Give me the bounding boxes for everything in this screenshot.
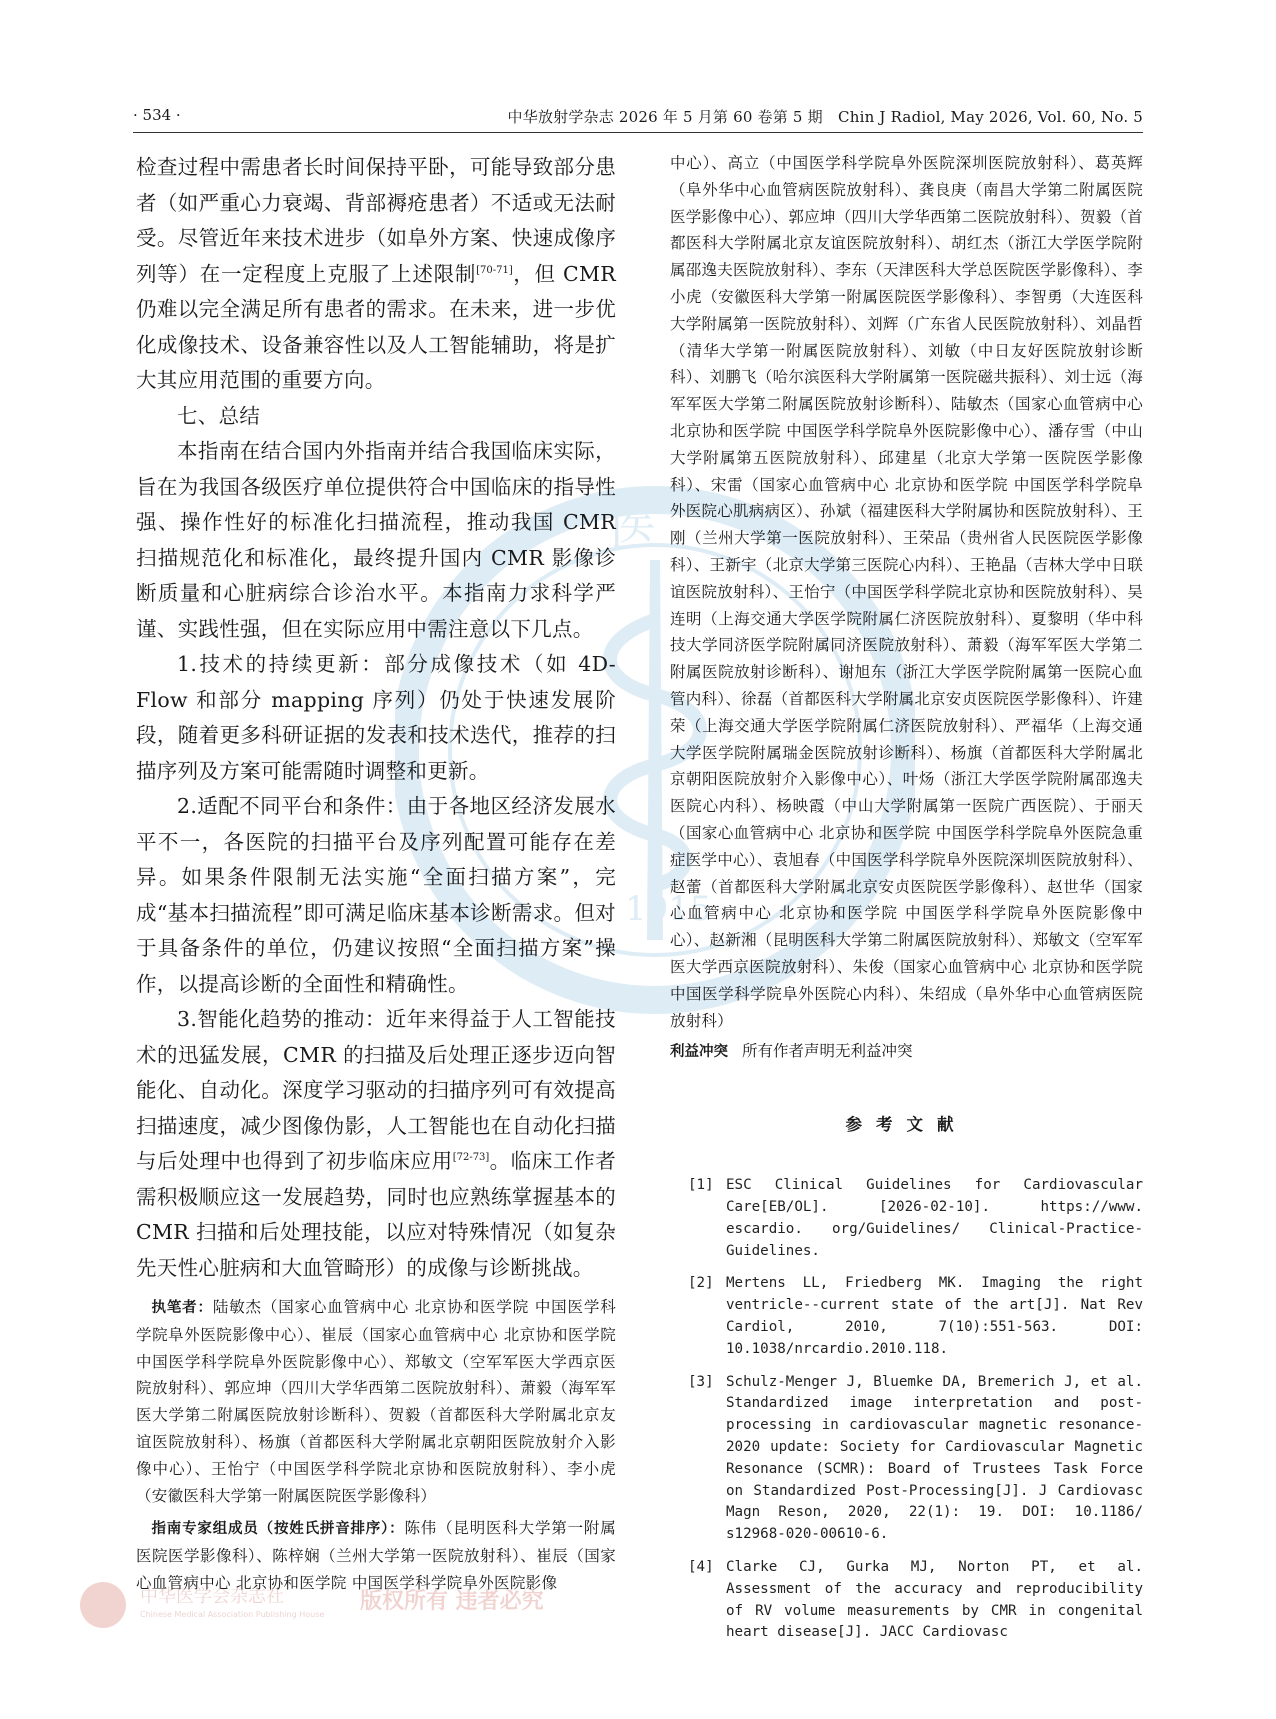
paragraph-continued: 检查过程中需患者长时间保持平卧，可能导致部分患者（如严重心力衰竭、背部褥疮患者）不适或无法耐受。尽管近年来技术进步（如阜外方案、快速成像序列等）在一定程度上克服了上述限制[70-71]，但 CMR 仍难以完全满足所有患者的需求。在未来，进一步优化成像技术、设备兼容性以及人工智能辅助，将是扩大其应用范围的重要方向。 (136, 155, 616, 392)
experts-label: 指南专家组成员（按姓氏拼音排序）： (151, 1521, 405, 1538)
publisher-watermark (60, 1580, 580, 1640)
summary-paragraph: 本指南在结合国内外指南并结合我国临床实际，旨在为我国各级医疗单位提供符合中国临床的指导性强、操作性好的标准化扫描流程，推动我国 CMR 扫描规范化和标准化，最终提升国内 CMR 影像诊断质量和心脏病综合诊治水平。本指南力求科学严谨、实践性强，但在实际应用中需注意以下几点。 (136, 439, 616, 641)
point-1: 1.技术的持续更新：部分成像技术（如 4D-Flow 和部分 mapping 序列）仍处于快速发展阶段，随着更多科研证据的发表和技术迭代，推荐的扫描序列及方案可能需随时调整和更新。 (136, 652, 616, 783)
reference-number: [2] (688, 1275, 714, 1292)
references-heading: 参考文献 (845, 1115, 968, 1135)
reference-text: Mertens LL, Friedberg MK. Imaging the right ventricle--current state of the art[J]. Nat Rev Cardiol, 2010, 7(10):551-563. DOI: 10.1038/nrcardio.2010.118. (726, 1275, 1143, 1357)
conflict-label: 利益冲突 (670, 1044, 728, 1061)
right-column (670, 150, 1143, 1655)
reference-item (670, 1372, 1143, 1546)
experts-list-start: 指南专家组成员（按姓氏拼音排序）：陈伟（昆明医科大学第一附属医院医学影像科）、陈梓娴（兰州大学第一医院放射科）、崔辰（国家心血管病中心 北京协和医学院 中国医学科学院阜外医院影像 (136, 1519, 616, 1592)
writers-label: 执笔者： (151, 1300, 213, 1316)
conflict-text: 所有作者声明无利益冲突 (742, 1042, 913, 1061)
writers-list: 执笔者：陆敏杰（国家心血管病中心 北京协和医学院 中国医学科学院阜外医院影像中心）、崔辰（国家心血管病中心 北京协和医学院 中国医学科学院阜外医院影像中心）、郑敏文（空军军医大学西京医院放射科）、郭应坤（四川大学华西第二医院放射科）、萧毅（海军军医大学第二附属医院放射诊断科）、贺毅（首都医科大学附属北京友谊医院放射科）、杨旗（首都医科大学附属北京朝阳医院放射介入影像中心）、王怡宁（中国医学科学院北京协和医院放射科）、李小虎（安徽医科大学第一附属医院医学影像科） (136, 1298, 616, 1505)
running-header (133, 104, 1143, 133)
conflict-of-interest (670, 1038, 1143, 1065)
publisher-name: 中华医学会杂志社 (140, 1586, 284, 1607)
citation: [70-71] (476, 264, 513, 276)
reference-number: [3] (688, 1373, 714, 1390)
watermark-character: 医 (610, 501, 659, 557)
reference-list (670, 1175, 1143, 1644)
author-block (136, 1294, 616, 1597)
reference-item (670, 1557, 1143, 1644)
reference-text: ESC Clinical Guidelines for Cardiovascular Care[EB/OL]. [2026-02-10]. https://www. escardio. org/Guidelines/ Clinical-Practice-Guidelines. (726, 1177, 1143, 1259)
journal-citation: 中华放射学杂志 2026 年 5 月第 60 卷第 5 期 Chin J Radiol, May 2026, Vol. 60, No. 5 (507, 108, 1143, 126)
experts-list-continued: 中心）、高立（中国医学科学院阜外医院深圳医院放射科）、葛英辉（阜外华中心血管病医院放射科）、龚良庚（南昌大学第二附属医院医学影像中心）、郭应坤（四川大学华西第二医院放射科）、贺毅（首都医科大学附属北京友谊医院放射科）、胡红杰（浙江大学医学院附属邵逸夫医院放射科）、李东（天津医科大学总医院医学影像科）、李小虎（安徽医科大学第一附属医院医学影像科）、李智勇（大连医科大学附属第一医院放射科）、刘辉（广东省人民医院放射科）、刘晶哲（清华大学第一附属医院放射科）、刘敏（中日友好医院放射诊断科）、刘鹏飞（哈尔滨医科大学附属第一医院磁共振科）、刘士远（海军军医大学第二附属医院放射诊断科）、陆敏杰（国家心血管病中心 北京协和医学院 中国医学科学院阜外医院影像中心）、潘存雪（中山大学附属第五医院放射科）、邱建星（北京大学第一医院医学影像科）、宋雷（国家心血管病中心 北京协和医学院 中国医学科学院阜外医院心肌病病区）、孙斌（福建医科大学附属协和医院放射科）、王刚（兰州大学第一医院放射科）、王荣品（贵州省人民医院医学影像科）、王新宇（北京大学第三医院心内科）、王艳晶（吉林大学中日联谊医院放射科）、王怡宁（中国医学科学院北京协和医院放射科）、吴连明（上海交通大学医学院附属仁济医院放射科）、夏黎明（华中科技大学同济医学院附属同济医院放射科）、萧毅（海军军医大学第二附属医院放射诊断科）、谢旭东（浙江大学医学院附属第一医院心血管内科）、徐磊（首都医科大学附属北京安贞医院医学影像科）、许建荣（上海交通大学医学院附属仁济医院放射科）、严福华（上海交通大学医学院附属瑞金医院放射诊断科）、杨旗（首都医科大学附属北京朝阳医院放射介入影像中心）、叶炀（浙江大学医学院附属邵逸夫医院心内科）、杨映霞（中山大学附属第一医院广西医院）、于丽天（国家心血管病中心 北京协和医学院 中国医学科学院阜外医院急重症医学中心）、袁旭春（中国医学科学院阜外医院深圳医院放射科）、赵蕾（首都医科大学附属北京安贞医院医学影像科）、赵世华（国家心血管病中心 北京协和医学院 中国医学科学院阜外医院影像中心）、赵新湘（昆明医科大学第二附属医院放射科）、郑敏文（空军军医大学西京医院放射科）、朱俊（国家心血管病中心 北京协和医学院 中国医学科学院阜外医院心内科）、朱绍成（阜外华中心血管病医院放射科） (670, 154, 1143, 1030)
left-column (136, 150, 616, 1603)
section-heading: 七、总结 (177, 403, 261, 428)
reference-item (670, 1273, 1143, 1360)
reference-text: Schulz-Menger J, Bluemke DA, Bremerich J, et al. Standardized image interpretation and post-processing in cardiovascular magnetic resonance-2020 update: Society for Cardiovascular Magnetic Resonance (SCMR): Board of Trustees Task Force on Standardized Post-Processing[J]. J Cardiovasc Magn Reson, 2020, 22(1): 19. DOI: 10.1186/ s12968-020-00610-6. (726, 1373, 1143, 1543)
reference-item (670, 1175, 1143, 1262)
watermark-year: 1915 (625, 889, 712, 929)
point-3: 3.智能化趋势的推动：近年来得益于人工智能技术的迅猛发展，CMR 的扫描及后处理正逐步迈向智能化、自动化。深度学习驱动的扫描序列可有效提高扫描速度，减少图像伪影，人工智能也在自动化扫描与后处理中也得到了初步临床应用[72-73]。临床工作者需积极顺应这一发展趋势，同时也应熟练掌握基本的 CMR 扫描和后处理技能，以应对特殊情况（如复杂先天性心脏病和大血管畸形）的成像与诊断挑战。 (136, 1007, 616, 1280)
reference-number: [4] (688, 1559, 714, 1576)
publisher-name-en: Chinese Medical Association Publishing House (140, 1610, 325, 1619)
reference-number: [1] (688, 1177, 714, 1194)
publisher-rights: 版权所有 违者必究 (360, 1589, 544, 1614)
citation: [72-73] (452, 1152, 490, 1163)
page-number: · 534 · (133, 106, 181, 124)
publisher-seal-icon (80, 1582, 126, 1628)
point-2: 2.适配不同平台和条件：由于各地区经济发展水平不一，各医院的扫描平台及序列配置可能存在差异。如果条件限制无法实施“全面扫描方案”，完成“基本扫描流程”即可满足临床基本诊断需求。但对于具备条件的单位，仍建议按照“全面扫描方案”操作，以提高诊断的全面性和精确性。 (136, 794, 616, 996)
reference-text: Clarke CJ, Gurka MJ, Norton PT, et al. Assessment of the accuracy and reproducibility of RV volume measurements by CMR in congenital heart disease[J]. JACC Cardiovasc (726, 1559, 1143, 1641)
